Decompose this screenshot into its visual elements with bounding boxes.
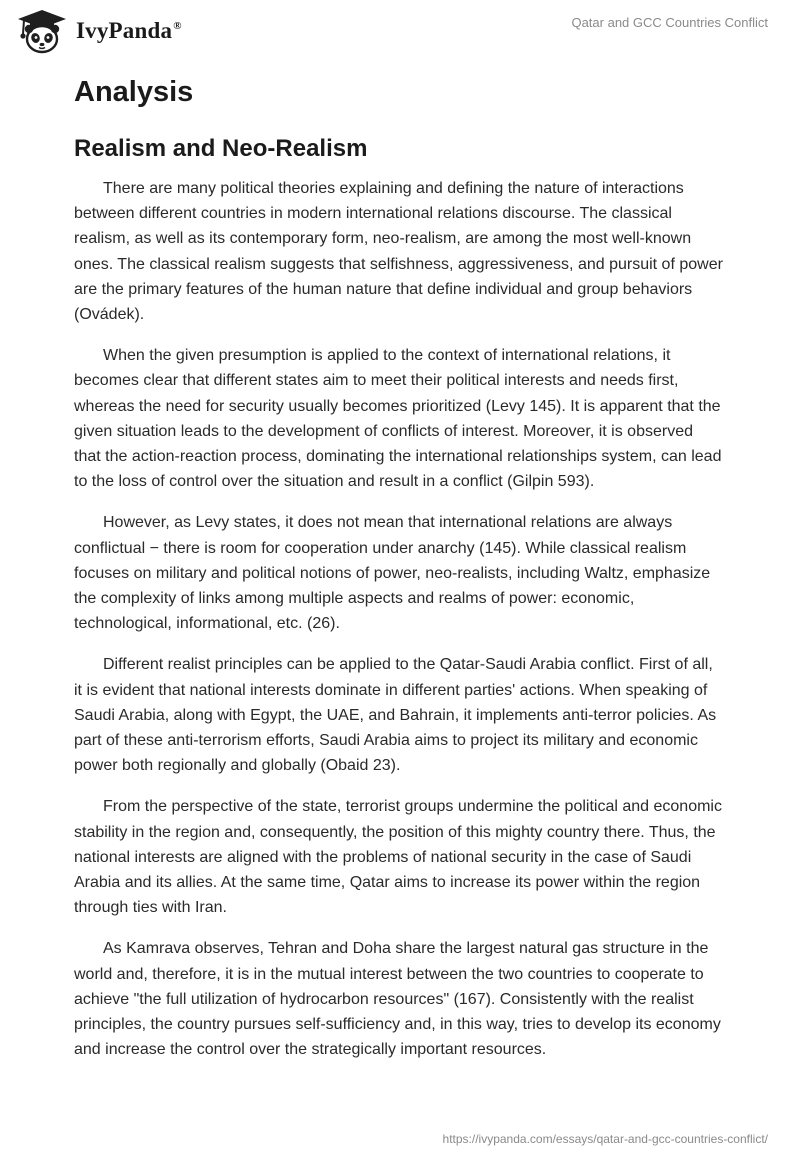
paragraph: When the given presumption is applied to the context of international relations, it becomes clear that different states aim to meet their political interests and needs first, whereas the need for security usually becomes prioritized (Levy 145). It is apparent that the given situation leads to the development of conflicts of interest. Moreover, it is observed that the action-reaction process, dominating the international relationships system, can lead to the loss of control over the situation and result in a conflict (Gilpin 593). xyxy=(74,347,722,491)
brand-name: IvyPanda® xyxy=(76,18,182,43)
paragraph: However, as Levy states, it does not mean that international relations are always conflictual − there is room for cooperation under anarchy (145). While classical realism focuses on military and political notions of power, neo-realists, including Waltz, emphasize the complexity of links among multiple aspects and realms of power: economic, technological, informational, etc. (26). xyxy=(74,514,711,633)
paragraph: As Kamrava observes, Tehran and Doha share the largest natural gas structure in the world and, therefore, it is in the mutual interest between the two countries to cooperate to achieve "the full utilization of hydrocarbon resources" (167). Consistently with the realist principles, the country pursues self-sufficiency and, in this way, tries to develop its economy and increase the control over the strategically important resources. xyxy=(74,940,721,1059)
page-header xyxy=(0,0,800,62)
paragraph: There are many political theories explaining and defining the nature of interactions between different countries in modern international relations discourse. The classical realism, as well as its contemporary form, neo-realism, are among the most well-known ones. The classical realism suggests that selfishness, aggressiveness, and pursuit of power are the primary features of the human nature that define individual and group behaviors (Ovádek). xyxy=(74,180,723,324)
source-url[interactable]: https://ivypanda.com/essays/qatar-and-gcc-countries-conflict/ xyxy=(442,1132,768,1146)
paragraph: From the perspective of the state, terrorist groups undermine the political and economic stability in the region and, consequently, the position of this mighty country there. Thus, the national interests are aligned with the problems of national security in the case of Saudi Arabia and its allies. At the same time, Qatar aims to increase its power within the region through ties with Iran. xyxy=(74,798,722,917)
paragraph-list xyxy=(74,176,724,1063)
article-body xyxy=(74,70,724,1079)
ivypanda-logo[interactable] xyxy=(14,8,182,54)
document-title: Qatar and GCC Countries Conflict xyxy=(571,15,768,30)
panda-graduate-icon xyxy=(14,8,70,54)
subsection-heading: Realism and Neo-Realism xyxy=(74,135,368,162)
section-heading: Analysis xyxy=(74,76,194,108)
registered-mark: ® xyxy=(173,20,182,33)
paragraph: Different realist principles can be applied to the Qatar-Saudi Arabia conflict. First of all, it is evident that national interests dominate in different parties' actions. When speaking of Saudi Arabia, along with Egypt, the UAE, and Bahrain, it implements anti-terror policies. As part of these anti-terrorism efforts, Saudi Arabia aims to project its military and economic power both regionally and globally (Obaid 23). xyxy=(74,656,717,775)
